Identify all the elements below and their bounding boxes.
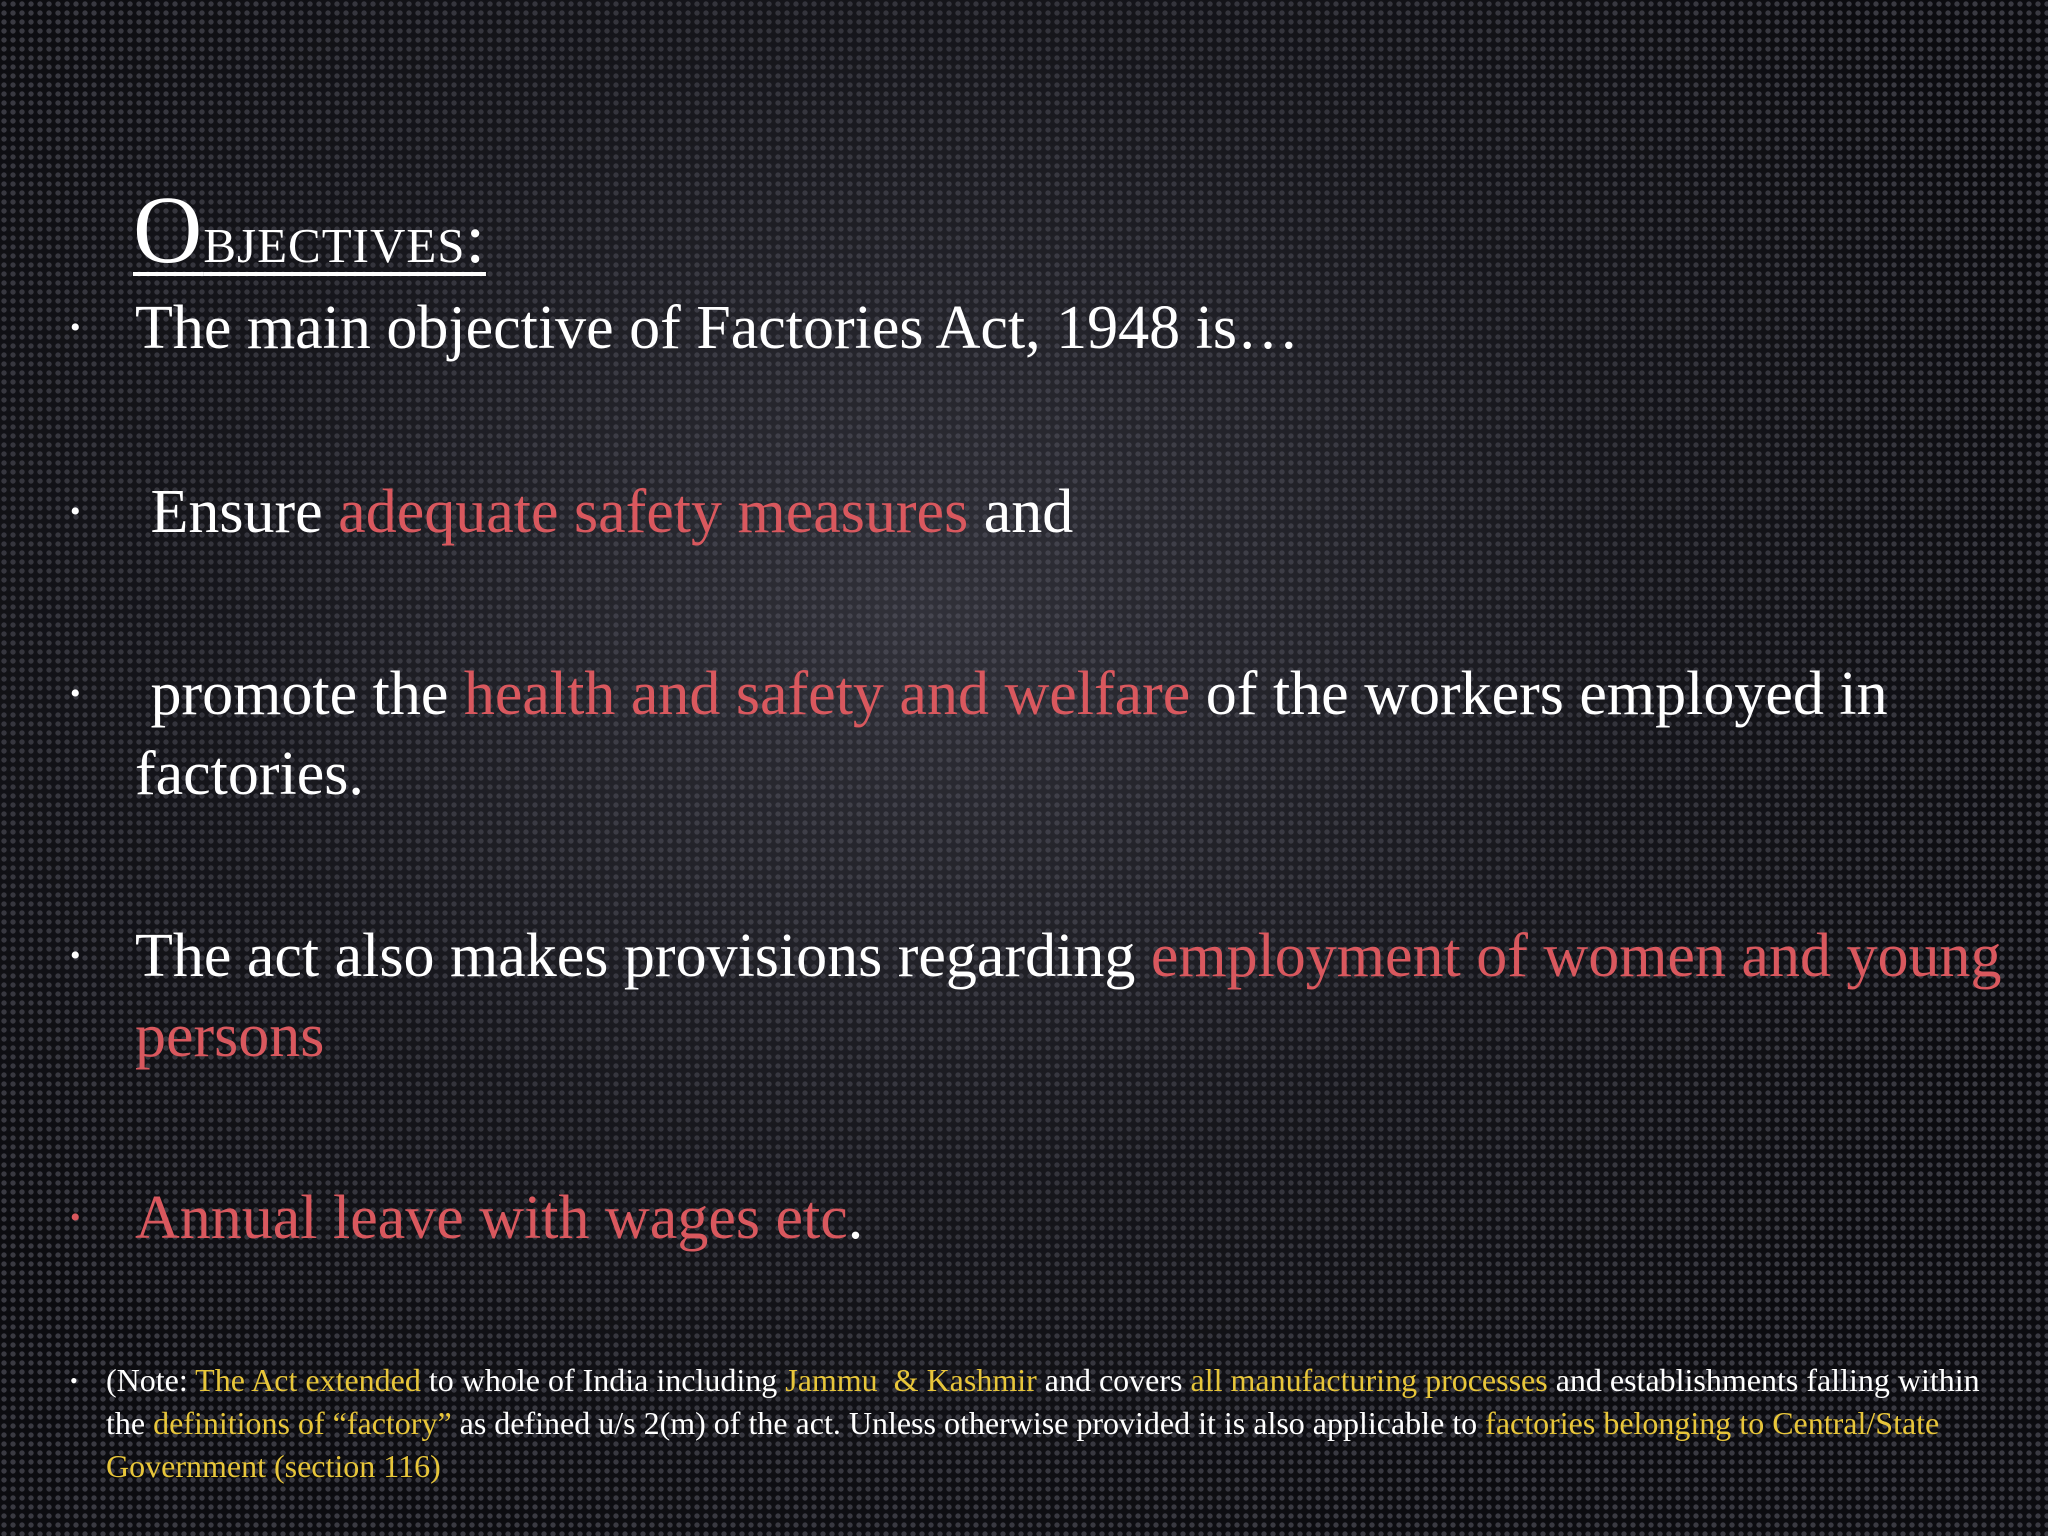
bullet-text bbox=[135, 654, 2008, 814]
bullet-segment: promote the bbox=[135, 660, 464, 728]
bullet-text bbox=[135, 1178, 2008, 1258]
highlight-red: Annual leave with wages etc bbox=[135, 1184, 848, 1252]
title-initial: O bbox=[133, 176, 204, 283]
note-segment: and establishments falling within the bbox=[106, 1362, 1988, 1441]
note-segment: and covers bbox=[1036, 1362, 1191, 1398]
bullet-segment: of the workers employed in factories. bbox=[135, 660, 1888, 808]
bullet-dot: • bbox=[70, 311, 81, 344]
highlight-red: health and safety and welfare bbox=[463, 660, 1191, 728]
bullet-text bbox=[135, 916, 2008, 1076]
highlight-yellow: definitions of “factory” bbox=[153, 1405, 452, 1441]
bullet-dot: • bbox=[70, 939, 81, 972]
highlight-yellow: Jammu & Kashmir bbox=[785, 1362, 1037, 1398]
note-segment: as defined u/s 2(m) of the act. Unless otherwise provided it is also applicable to bbox=[451, 1405, 1486, 1441]
bullet-dot: • bbox=[70, 1201, 81, 1234]
note-segment: to whole of India including bbox=[420, 1362, 786, 1398]
footnote-text bbox=[106, 1359, 2012, 1488]
note-segment: (Note: bbox=[106, 1362, 196, 1398]
bullet-dot: • bbox=[70, 495, 81, 528]
bullet-segment: The act also makes provisions regarding bbox=[135, 922, 1151, 990]
highlight-yellow: all manufacturing processes bbox=[1190, 1362, 1548, 1398]
highlight-red: employment of women and young persons bbox=[135, 922, 2002, 1070]
bullet-dot: • bbox=[70, 1368, 78, 1393]
bullet-text bbox=[135, 288, 2008, 368]
highlight-yellow: factories belonging to Central/State Government (section 116) bbox=[106, 1405, 1940, 1484]
bullet-text bbox=[135, 472, 2008, 552]
highlight-yellow: The Act extended bbox=[195, 1362, 421, 1398]
title-rest: bjectives: bbox=[203, 201, 486, 278]
bullet-segment: and bbox=[968, 478, 1074, 546]
bullet-segment: Ensure bbox=[135, 478, 339, 546]
bullet-segment: The main objective of Factories Act, 1948 is… bbox=[135, 294, 1299, 362]
bullet-dot: • bbox=[70, 677, 81, 710]
slide-title bbox=[133, 176, 486, 283]
bullet-segment: . bbox=[847, 1184, 864, 1252]
highlight-red: adequate safety measures bbox=[338, 478, 969, 546]
